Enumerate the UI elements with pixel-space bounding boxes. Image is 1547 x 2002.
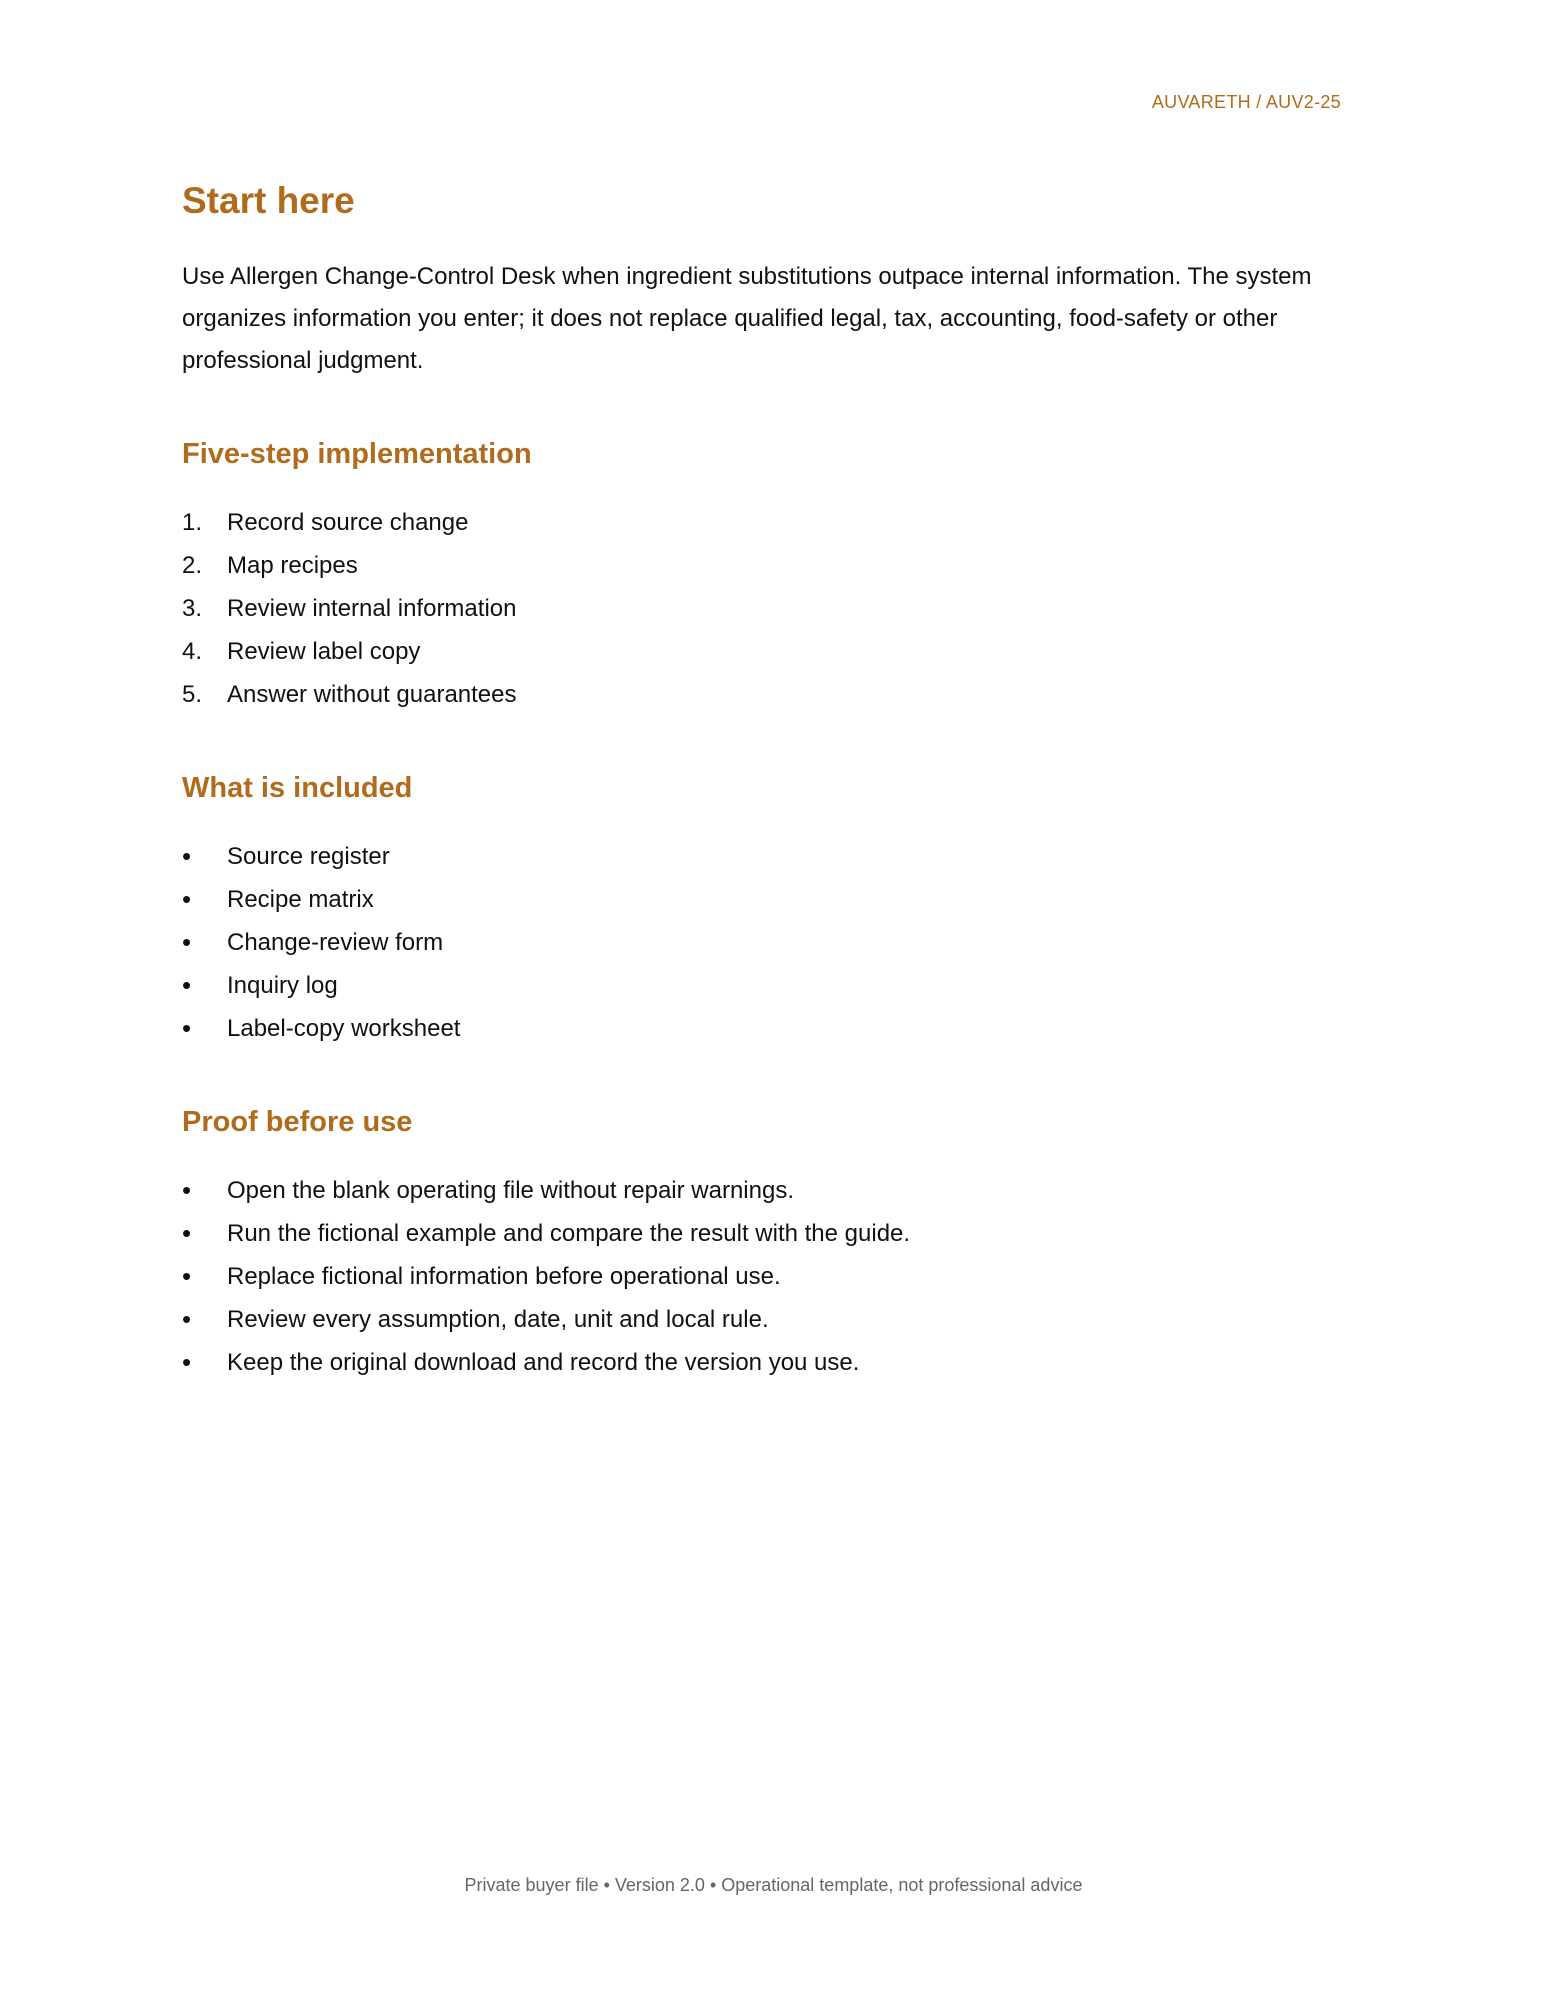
list-item xyxy=(182,1298,1362,1341)
list-item xyxy=(182,630,1362,673)
list-item xyxy=(182,835,1362,878)
item-text: Recipe matrix xyxy=(227,886,374,913)
implementation-heading: Five-step implementation xyxy=(182,438,532,470)
item-text: Replace fictional information before operational use. xyxy=(227,1263,781,1290)
page-footer: Private buyer file • Version 2.0 • Operational template, not professional advice xyxy=(464,1875,1083,1895)
proof-items-list xyxy=(182,1169,1362,1384)
bullet-icon: • xyxy=(182,1304,192,1334)
step-text: Review label copy xyxy=(227,638,421,665)
step-number: 3. xyxy=(182,595,203,622)
item-text: Change-review form xyxy=(227,929,444,956)
item-text: Run the fictional example and compare the result with the guide. xyxy=(227,1220,911,1247)
item-text: Open the blank operating file without repair warnings. xyxy=(227,1177,794,1204)
bullet-icon: • xyxy=(182,927,192,957)
item-text: Review every assumption, date, unit and local rule. xyxy=(227,1306,769,1333)
bullet-icon: • xyxy=(182,1013,192,1043)
list-item xyxy=(182,921,1362,964)
included-heading: What is included xyxy=(182,772,413,804)
step-text: Review internal information xyxy=(227,595,517,622)
item-text: Inquiry log xyxy=(227,972,338,999)
step-number: 1. xyxy=(182,509,203,536)
implementation-steps-list xyxy=(182,501,1362,716)
list-item xyxy=(182,673,1362,716)
step-number: 2. xyxy=(182,552,203,579)
proof-heading: Proof before use xyxy=(182,1106,413,1138)
step-text: Map recipes xyxy=(227,552,358,579)
list-item xyxy=(182,1007,1362,1050)
bullet-icon: • xyxy=(182,1261,192,1291)
bullet-icon: • xyxy=(182,1175,192,1205)
document-body xyxy=(182,180,1362,1384)
list-item xyxy=(182,1212,1362,1255)
list-item xyxy=(182,544,1362,587)
intro-paragraph: Use Allergen Change-Control Desk when ingredient substitutions outpace internal information. The system organizes information you enter; it does not replace qualified legal, tax, accounting, food-safety or other professional judgment. xyxy=(182,263,1312,374)
item-text: Label-copy worksheet xyxy=(227,1015,461,1042)
bullet-icon: • xyxy=(182,884,192,914)
step-number: 4. xyxy=(182,638,203,665)
list-item xyxy=(182,964,1362,1007)
list-item xyxy=(182,501,1362,544)
bullet-icon: • xyxy=(182,1347,192,1377)
document-reference: AUVARETH / AUV2-25 xyxy=(1151,92,1341,112)
step-text: Record source change xyxy=(227,509,469,536)
item-text: Source register xyxy=(227,843,390,870)
bullet-icon: • xyxy=(182,1218,192,1248)
bullet-icon: • xyxy=(182,841,192,871)
list-item xyxy=(182,1169,1362,1212)
bullet-icon: • xyxy=(182,970,192,1000)
list-item xyxy=(182,587,1362,630)
start-heading: Start here xyxy=(182,180,355,221)
list-item xyxy=(182,1341,1362,1384)
included-items-list xyxy=(182,835,1362,1050)
list-item xyxy=(182,1255,1362,1298)
step-number: 5. xyxy=(182,681,203,708)
list-item xyxy=(182,878,1362,921)
item-text: Keep the original download and record the version you use. xyxy=(227,1349,860,1376)
step-text: Answer without guarantees xyxy=(227,681,517,708)
